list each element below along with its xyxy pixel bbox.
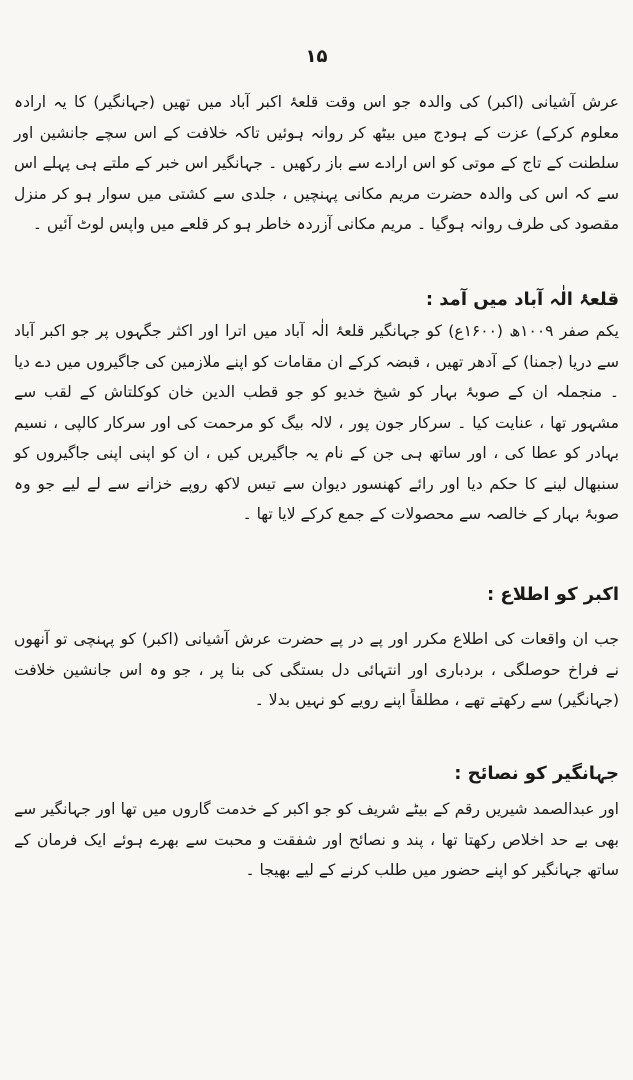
paragraph-text: یکم صفر ۱۰۰۹ھ (۱۶۰۰ع) کو جہانگیر قلعۂ الٰہ آباد میں اترا اور اکثر جگہوں پر جو اکبر آباد سے دریا (جمنا) کے آدھر تھیں ، قبضہ کرکے ان مقامات کو اپنے ملازمین کی جاگیروں میں دے دیا ۔ منجملہ ان کے صوبۂ بہار کو شیخ خدیو کو جو قطب الدین خان کوکلتاش کے لقب سے مشہور تھا ، عنایت کیا ۔ سرکار جون پور ، لالہ بیگ کو مرحمت کی اور سرکار کالپی ، نسیم بہادر کو عطا کی ، اور ساتھ ہی جن کے نام یہ جاگیریں کیں ، ان کو اپنی اپنی جاگیروں کو سنبھال لینے کا حکم دیا اور رائے کھنسور دیوان سے تیس لاکھ روپے خزانے سے لے لیے جو وہ صوبۂ بہار کے خالصہ سے محصولات کے جمع کرکے لایا تھا ۔ <box>14 322 619 523</box>
paragraph-akbar-informed <box>14 624 619 716</box>
heading-akbar-informed: اکبر کو اطلاع : <box>486 584 619 605</box>
heading-advice-to-jahangir-wrap <box>14 759 619 789</box>
page-number: ۱۵ <box>305 46 328 67</box>
paragraph-mother-journey <box>14 87 619 240</box>
paragraph-allahabad-arrival <box>14 316 619 530</box>
paragraph-text: جب ان واقعات کی اطلاع مکرر اور پے در پے حضرت عرش آشیانی (اکبر) کو پہنچی تو آنھوں نے فراخ حوصلگی ، بردباری اور انتہائی دل بستگی کی بنا پر ، جو وہ اس جانشین خلافت (جہانگیر) سے رکھتے تھے ، مطلقاً اپنے رویے کو نہیں بدلا ۔ <box>14 630 619 709</box>
paragraph-text: عرش آشیانی (اکبر) کی والدہ جو اس وقت قلعۂ اکبر آباد میں تھیں (جہانگیر) کا یہ ارادہ معلوم کرکے) عزت کے ہودج میں بیٹھ کر روانہ ہوئیں تاکہ خلافت کے اس سچے جانشین اور سلطنت کے تاج کے موتی کو اس ارادے سے باز رکھیں ۔ جہانگیر اس خبر کے ملتے ہی پہلے اس سے کہ اس کی والدہ حضرت مریم مکانی پہنچیں ، جلدی سے کشتی میں سوار ہو کر منزل مقصود کی طرف روانہ ہوگیا ۔ مریم مکانی آزردہ خاطر ہو کر قلعے میں واپس لوٹ آئیں ۔ <box>14 93 619 233</box>
paragraph-advice-to-jahangir <box>14 794 619 886</box>
heading-allahabad-arrival: قلعۂ الٰہ آباد میں آمد : <box>425 289 619 310</box>
heading-allahabad-arrival-wrap <box>14 285 619 315</box>
heading-akbar-informed-wrap <box>14 580 619 610</box>
paragraph-text: اور عبدالصمد شیریں رقم کے بیٹے شریف کو جو اکبر کے خدمت گاروں میں تھا اور جہانگیر سے بھی بے حد اخلاص رکھتا تھا ، پند و نصائح اور شفقت و محبت سے بھرے ہوئے ایک فرمان کے ساتھ جہانگیر کو اپنے حضور میں طلب کرنے کے لیے بھیجا ۔ <box>14 800 619 879</box>
heading-advice-to-jahangir: جہانگیر کو نصائح : <box>454 763 619 784</box>
